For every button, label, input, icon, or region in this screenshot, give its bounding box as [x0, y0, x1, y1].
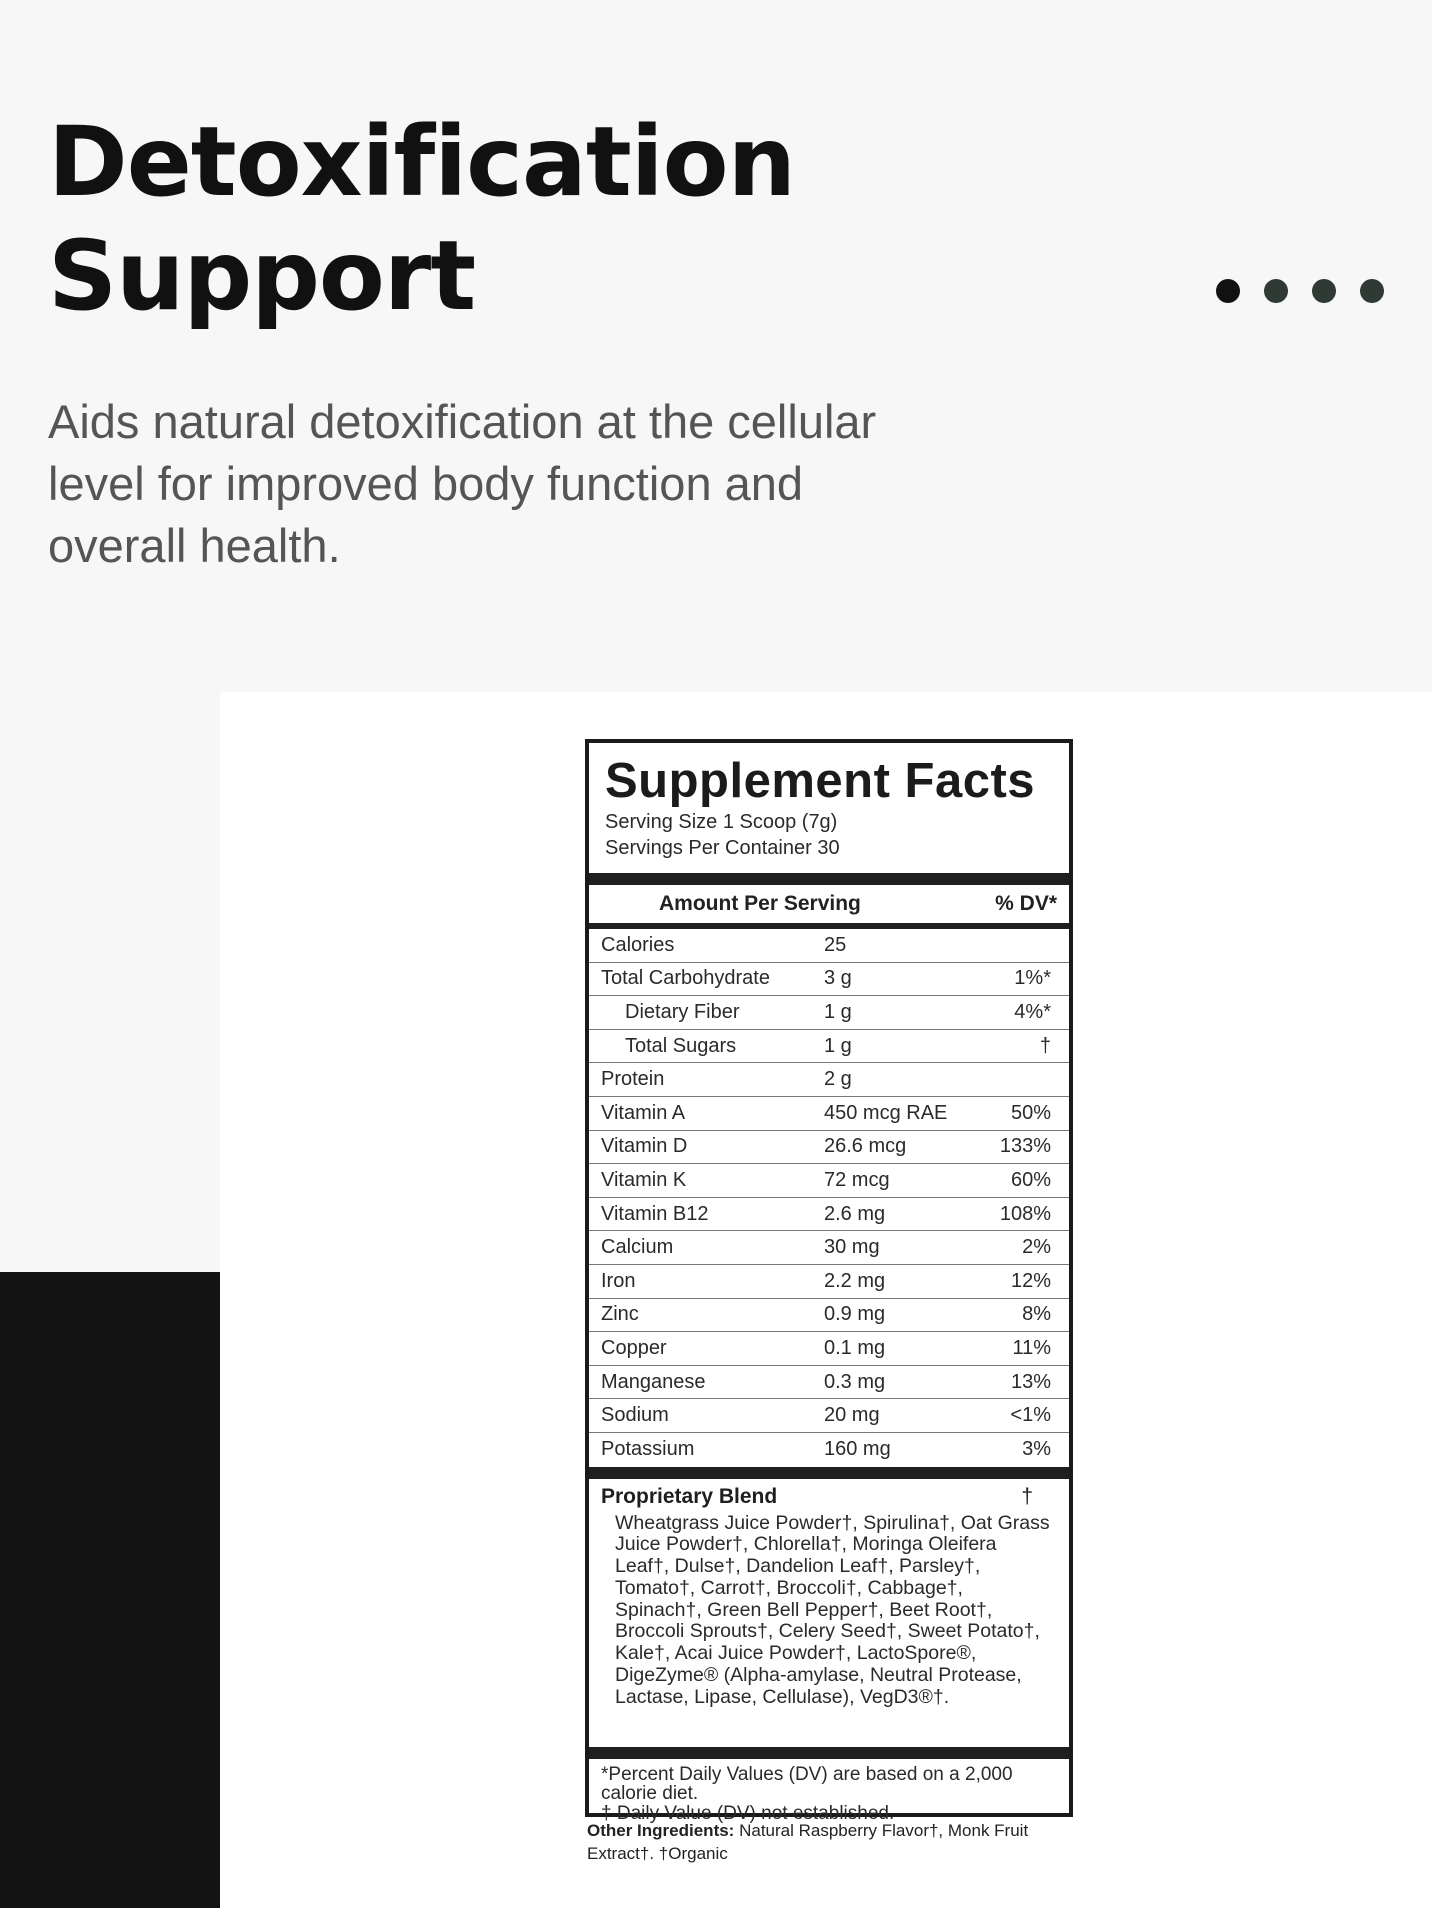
table-row [589, 963, 1069, 997]
nutrient-amount: 72 mcg [824, 1168, 890, 1191]
nutrient-dv: 60% [1010, 1168, 1051, 1191]
nutrient-name: Total Sugars [625, 1034, 737, 1057]
table-row [589, 1198, 1069, 1232]
nutrient-amount: 26.6 mcg [824, 1135, 907, 1158]
table-row [589, 1299, 1069, 1333]
amount-header-label: Amount Per Serving [659, 892, 861, 915]
nutrient-amount: 2.6 mg [824, 1202, 886, 1225]
page-subtitle-line-3: overall health. [48, 519, 341, 572]
nutrient-name: Vitamin D [601, 1135, 688, 1158]
table-row [589, 1265, 1069, 1299]
nutrient-dv: 108% [999, 1202, 1051, 1225]
black-background-panel [0, 1272, 220, 1908]
other-ingredients-text: Natural Raspberry Flavor†, Monk Fruit Extract†. †Organic [587, 1821, 1029, 1863]
nutrient-dv: † [1039, 1034, 1051, 1057]
table-row [589, 1131, 1069, 1165]
proprietary-blend-title: Proprietary Blend [601, 1484, 778, 1508]
nutrient-dv: 8% [1022, 1303, 1051, 1326]
proprietary-blend-ingredients: Wheatgrass Juice Powder†, Spirulina†, Oat Grass Juice Powder†, Chlorella†, Moringa Oleifera Leaf†, Dulse†, Dandelion Leaf†, Parsley†, Tomato†, Carrot†, Broccoli†, Cabbage†, Spinach†, Green Bell Pepper†, Beet Root†, Broccoli Sprouts†, Celery Seed†, Sweet Potato†, Kale†, Acai Juice Powder†, LactoSpore®, DigeZyme® (Alpha-amylase, Neutral Protease, Lactase, Lipase, Cellulase), VegD3®†. [615, 1511, 1050, 1708]
serving-size: Serving Size 1 Scoop (7g) [605, 811, 838, 833]
footnote-dv-basis: *Percent Daily Values (DV) are based on a 2,000 calorie diet. [601, 1763, 1013, 1804]
nutrient-name: Vitamin B12 [601, 1202, 709, 1225]
table-row [589, 1063, 1069, 1097]
carousel-dot-2[interactable] [1264, 279, 1288, 303]
nutrient-dv: 2% [1022, 1236, 1051, 1259]
nutrient-dv: 3% [1022, 1438, 1051, 1461]
supplement-facts-title: Supplement Facts [605, 754, 1036, 808]
page-title-line-2: Support [48, 220, 476, 332]
table-row [589, 1097, 1069, 1131]
table-row [589, 1030, 1069, 1064]
nutrient-amount: 3 g [824, 967, 852, 990]
nutrient-name: Copper [601, 1336, 667, 1359]
table-row [589, 1399, 1069, 1433]
carousel-dot-1[interactable] [1216, 279, 1240, 303]
amount-per-serving-header [589, 885, 1069, 923]
nutrient-name: Vitamin A [601, 1101, 686, 1124]
other-ingredients [587, 1819, 1087, 1865]
table-row [589, 929, 1069, 963]
nutrient-amount: 2.2 mg [824, 1269, 886, 1292]
nutrient-amount: 2 g [824, 1068, 852, 1091]
nutrient-name: Potassium [601, 1438, 695, 1461]
carousel-dot-3[interactable] [1312, 279, 1336, 303]
divider-thick [589, 1747, 1069, 1759]
servings-per-container: Servings Per Container 30 [605, 837, 840, 859]
carousel-dot-4[interactable] [1360, 279, 1384, 303]
divider-thick [589, 873, 1069, 885]
footnote-dv-not-established: † Daily Value (DV) not established. [601, 1802, 895, 1824]
nutrient-amount: 1 g [824, 1000, 852, 1023]
nutrient-name: Zinc [601, 1303, 639, 1326]
nutrient-amount: 0.1 mg [824, 1336, 886, 1359]
carousel-pagination [1216, 279, 1384, 303]
table-row [589, 1164, 1069, 1198]
nutrient-name: Calcium [601, 1236, 674, 1259]
nutrient-dv: 11% [1012, 1336, 1051, 1359]
nutrient-name: Calories [601, 933, 675, 956]
proprietary-blend-section [589, 1479, 1069, 1747]
page-subtitle [48, 391, 948, 577]
table-row [589, 1332, 1069, 1366]
nutrient-name: Protein [601, 1068, 665, 1091]
proprietary-blend-header [601, 1485, 1057, 1509]
other-ingredients-label: Other Ingredients: [587, 1821, 735, 1840]
nutrient-amount: 20 mg [824, 1404, 880, 1427]
page-title [48, 105, 795, 333]
dv-header-label: % DV* [995, 892, 1057, 915]
nutrient-name: Iron [601, 1269, 636, 1292]
nutrient-amount: 25 [824, 933, 847, 956]
nutrient-amount: 450 mcg RAE [824, 1101, 948, 1124]
proprietary-blend-dv: † [1021, 1484, 1033, 1508]
nutrient-dv: 50% [1010, 1101, 1051, 1124]
nutrient-dv: 13% [1010, 1370, 1051, 1393]
nutrient-name: Dietary Fiber [625, 1000, 740, 1023]
nutrient-dv: <1% [1010, 1404, 1051, 1427]
page-subtitle-line-2: level for improved body function and [48, 457, 804, 510]
nutrient-amount: 30 mg [824, 1236, 880, 1259]
table-row [589, 1231, 1069, 1265]
nutrient-amount: 0.3 mg [824, 1370, 886, 1393]
nutrient-name: Total Carbohydrate [601, 967, 770, 990]
nutrient-name: Manganese [601, 1370, 706, 1393]
table-row [589, 1433, 1069, 1467]
nutrient-table [589, 929, 1069, 1467]
divider-thick [589, 1467, 1069, 1479]
table-row [589, 1366, 1069, 1400]
nutrient-amount: 0.9 mg [824, 1303, 886, 1326]
nutrient-dv: 4%* [1014, 1000, 1051, 1023]
nutrient-amount: 160 mg [824, 1438, 891, 1461]
supplement-facts-label [585, 739, 1073, 1824]
nutrient-name: Vitamin K [601, 1168, 687, 1191]
nutrient-dv: 133% [999, 1135, 1051, 1158]
nutrient-dv: 12% [1010, 1269, 1051, 1292]
supplement-facts-header [589, 743, 1069, 873]
nutrient-dv: 1%* [1014, 967, 1051, 990]
nutrient-name: Sodium [601, 1404, 669, 1427]
table-row [589, 996, 1069, 1030]
nutrient-amount: 1 g [824, 1034, 852, 1057]
page-subtitle-line-1: Aids natural detoxification at the cellular [48, 395, 877, 448]
page-title-line-1: Detoxification [48, 106, 795, 218]
